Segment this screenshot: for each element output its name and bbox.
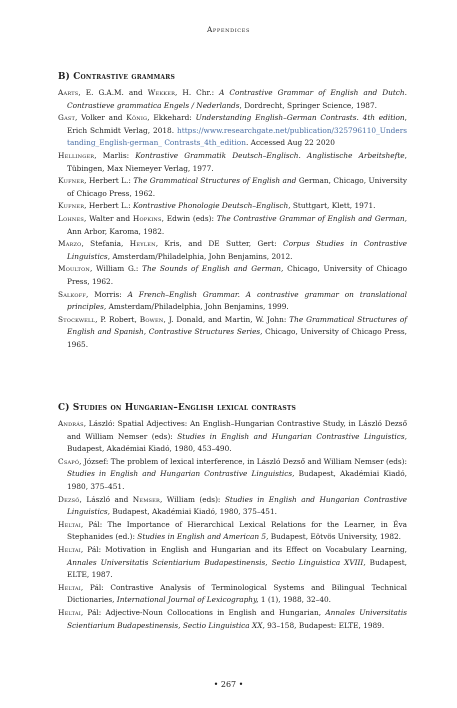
publication-info: , Erich Schmidt Verlag, 2018.	[67, 113, 407, 135]
work-title: The Grammatical Structures of English and	[133, 176, 297, 186]
author-detail: , P. Robert,	[95, 314, 140, 324]
reference-entry	[58, 213, 407, 238]
author-detail: , Herbert L.:	[84, 176, 134, 186]
publication-info: Budapest, Akadémiai Kiadó, 1980, 375–451.	[67, 469, 407, 491]
publication-info: 93–158, Budapest: ELTE, 1989.	[264, 620, 385, 630]
author-name: Heltai	[58, 607, 81, 617]
publication-info: Budapest, Akadémiai Kiadó, 1980, 375–451.	[110, 507, 277, 517]
reference-link[interactable]: https://www.researchgate.net/publication/325796110_Understanding_English-german_ Contrasts_4th_edition	[67, 125, 407, 148]
section-contrastive-grammars	[58, 72, 407, 351]
author-name: König	[126, 113, 148, 123]
work-title: A Contrastive Grammar of English and Dutch. Contrastieve grammatica Engels / Nederlands	[67, 88, 407, 110]
publication-info: , Tübingen, Max Niemeyer Verlag, 1977.	[67, 150, 407, 173]
reference-entry	[58, 607, 407, 632]
publication-info: Chicago, University of Chicago Press, 1965.	[67, 327, 407, 349]
reference-entry	[58, 519, 407, 544]
work-title: The Contrastive Grammar of English and German,	[216, 213, 407, 223]
reference-entry	[58, 175, 407, 200]
author-detail: , J. Donald, and Martin, W. John:	[163, 314, 290, 324]
author-detail: , Stefania,	[81, 239, 130, 249]
section-heading: C) Studies on Hungarian–English lexical contrasts	[58, 403, 297, 413]
publication-info: , Amsterdam/Philadelphia, John Benjamins, 2012.	[107, 251, 293, 261]
reference-entry	[58, 200, 407, 213]
reference-entry	[58, 456, 407, 494]
author-detail: , Pál: Contrastive Analysis of Terminological Systems and Bilingual Technical Dictionaries,	[67, 582, 407, 605]
reference-entry	[58, 238, 407, 263]
author-detail: , Herbert L.:	[84, 201, 133, 211]
author-name: Gast	[58, 113, 76, 123]
reference-list	[58, 87, 407, 351]
author-name: Moulton	[58, 264, 90, 274]
reference-entry	[58, 87, 407, 112]
reference-list	[58, 418, 407, 632]
author-name: Salkoff	[58, 289, 87, 299]
author-detail: , László and	[79, 494, 133, 504]
work-title: Understanding English–German Contrasts. 4th edition	[195, 113, 405, 123]
publication-info: , Dordrecht, Springer Science, 1987.	[239, 100, 377, 110]
publication-info: Budapest, Eötvös University, 1982.	[268, 532, 402, 542]
author-detail: , Pál: Motivation in English and Hungarian and its Effect on Vocabulary Learning,	[80, 544, 407, 554]
work-title: Kontrastive Phonologie Deutsch–Englisch	[132, 201, 289, 211]
publication-info: Budapest, ELTE, 1987.	[67, 557, 407, 580]
author-detail: , H. Chr.:	[175, 88, 220, 97]
author-detail: , Ekkehard:	[147, 113, 196, 123]
author-name: Heltai	[58, 582, 81, 592]
work-title: Kontrastive Grammatik Deutsch–Englisch. Anglistische Arbeitshefte	[135, 150, 405, 160]
author-name: Dezső	[58, 494, 80, 504]
author-detail: , Kris, and DE Sutter, Gert:	[155, 239, 283, 249]
author-detail: , Marlis:	[94, 150, 136, 160]
author-detail: , Pál: Adjective-Noun Collocations in English and Hungarian,	[80, 607, 326, 617]
work-title: Corpus Studies in Contrastive Linguistics	[67, 239, 408, 261]
author-name: Wekker	[147, 88, 176, 97]
reference-entry	[58, 150, 407, 175]
author-detail: , William (eds):	[159, 494, 225, 504]
reference-entry	[58, 263, 407, 288]
work-title: Studies in English and Hungarian Contrastive Linguistics,	[67, 469, 295, 479]
running-head: Appendices	[207, 25, 250, 34]
author-detail: , Walter and	[84, 213, 133, 223]
reference-entry	[58, 582, 407, 607]
publication-info: Ann Arbor, Karoma, 1982.	[67, 226, 165, 236]
work-title: Studies in English and Hungarian Contrastive Linguistics,	[67, 494, 407, 517]
author-name: Lohnes	[58, 213, 84, 223]
publication-info: Budapest, Akadémiai Kiadó, 1980, 453–490.	[67, 444, 232, 454]
section-heading: B) Contrastive grammars	[58, 72, 175, 82]
author-detail: , László: Spatial Adjectives: An English–Hungarian Contrastive Study, in László Dezső and William Nemser (eds):	[67, 419, 407, 441]
reference-entry	[58, 494, 407, 519]
section-hungarian-english	[58, 403, 407, 632]
author-detail: , Pál: The Importance of Hierarchical Lexical Relations for the Learner, in Éva Stephanides (ed.):	[67, 519, 407, 542]
work-title: Studies in English and Hungarian Contrastive Linguistics,	[177, 431, 407, 441]
author-detail: , Edwin (eds):	[161, 213, 217, 223]
author-name: Kufner	[58, 176, 85, 186]
work-title: Annales Universitatis Scientiarium Budapestinensis, Sectio Linguistica XX,	[67, 607, 407, 630]
publication-info: Chicago, University of Chicago Press, 1962.	[67, 264, 407, 286]
author-name: Marzo	[58, 239, 82, 249]
author-name: Bowen	[139, 314, 164, 324]
reference-entry	[58, 314, 407, 352]
reference-entry	[58, 289, 407, 314]
work-title: The Grammatical Structures of English and Spanish, Contrastive Structures Series,	[67, 314, 407, 337]
work-title: Annales Universitatis Scientiarium Budapestinensis, Sectio Linguistica XVIII,	[67, 557, 366, 567]
author-name: Aarts	[58, 88, 79, 97]
author-detail: , József: The problem of lexical interference, in László Dezső and William Nemser (eds):	[79, 456, 407, 466]
work-title: Studies in English and American 5,	[137, 532, 269, 542]
author-detail: , E. G.A.M. and	[78, 88, 148, 97]
author-name: Hellinger	[58, 150, 95, 160]
publication-info: , Stuttgart, Klett, 1971.	[288, 201, 376, 211]
work-title: A French–English Grammar. A contrastive grammar on translational principles,	[67, 289, 407, 312]
reference-entry	[58, 544, 407, 582]
author-detail: , William G.:	[89, 264, 143, 274]
work-title: International Journal of Lexicography,	[116, 595, 259, 605]
publication-info: German, Chicago, University of Chicago Press, 1962.	[67, 176, 407, 198]
author-name: Heltai	[58, 519, 81, 529]
page-number: • 267 •	[213, 680, 244, 689]
author-name: Hopkins	[132, 213, 162, 223]
reference-entry	[58, 112, 407, 150]
author-detail: , Volker and	[75, 113, 127, 123]
publication-info: Amsterdam/Philadelphia, John Benjamins, 1999.	[106, 302, 289, 312]
publication-info: 1 (1), 1988, 32–40.	[258, 595, 332, 605]
author-name: Kufner	[58, 201, 85, 211]
work-title: The Sounds of English and German,	[142, 264, 284, 274]
author-name: Stockwell	[58, 314, 96, 324]
author-name: Nemser	[132, 494, 160, 504]
author-name: Csapó	[58, 456, 80, 466]
reference-entry	[58, 418, 407, 456]
author-name: András	[58, 419, 84, 428]
author-name: Heylen	[129, 239, 156, 249]
author-detail: , Morris:	[86, 289, 128, 299]
publication-info: . Accessed Aug 22 2020	[245, 138, 335, 148]
author-name: Heltai	[58, 544, 81, 554]
